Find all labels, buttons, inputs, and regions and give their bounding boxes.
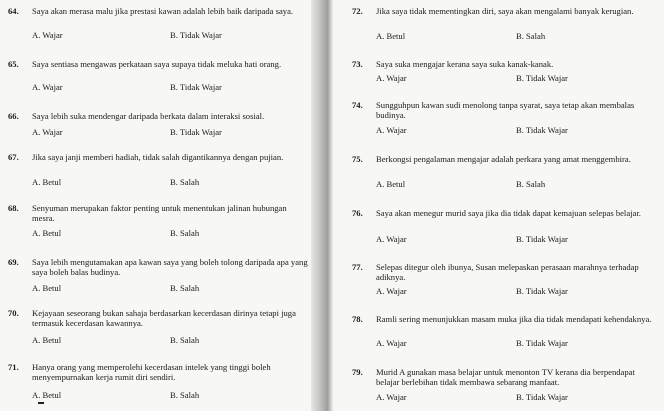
option-b[interactable]: B. Salah — [170, 177, 200, 187]
question-number: 66. — [8, 111, 19, 121]
question-text: Kejayaan seseorang bukan sahaja berdasarkan kecerdasan dirinya tetapi juga termasuk kecerdasan kawannya. — [32, 308, 296, 328]
question-text: Saya akan menegur murid saya jika dia tidak dapat kemajuan selepas belajar. — [376, 208, 641, 218]
option-b[interactable]: B. Tidak Wajar — [516, 234, 568, 244]
question-text: Saya lebih mengutamakan apa kawan saya yang boleh tolong daripada apa yang saya boleh balas budinya. — [32, 257, 308, 277]
question-number: 79. — [352, 367, 363, 377]
question-number: 65. — [8, 59, 19, 69]
option-a[interactable]: A. Betul — [32, 390, 62, 400]
option-a[interactable]: A. Betul — [32, 177, 62, 187]
question-text: Jika saya tidak mementingkan diri, saya akan mengalami banyak kerugian. — [376, 6, 634, 16]
option-b[interactable]: B. Salah — [170, 335, 200, 345]
option-a[interactable]: A. Wajar — [376, 286, 407, 296]
option-b[interactable]: B. Tidak Wajar — [516, 73, 568, 83]
question-text: Selepas ditegur oleh ibunya, Susan melepaskan perasaan marahnya terhadap adiknya. — [376, 262, 639, 282]
option-b[interactable]: B. Salah — [516, 179, 546, 189]
option-a[interactable]: A. Betul — [32, 283, 62, 293]
question-text: Berkongsi pengalaman mengajar adalah perkara yang amat menggembira. — [376, 154, 631, 164]
option-b[interactable]: B. Tidak Wajar — [516, 392, 568, 402]
option-a[interactable]: A. Betul — [32, 335, 62, 345]
question-number: 77. — [352, 262, 363, 272]
question-number: 74. — [352, 100, 363, 110]
option-a[interactable]: A. Wajar — [32, 30, 63, 40]
question-text: Sungguhpun kawan sudi menolong tanpa syarat, saya tetap akan membalas budinya. — [376, 100, 635, 120]
scan-mark — [38, 402, 44, 404]
question-number: 68. — [8, 203, 19, 213]
option-a[interactable]: A. Wajar — [32, 82, 63, 92]
question-text: Senyuman merupakan faktor penting untuk menentukan jalinan hubungan mesra. — [32, 203, 287, 223]
option-b[interactable]: B. Salah — [170, 390, 200, 400]
option-a[interactable]: A. Betul — [376, 179, 406, 189]
question-text: Saya lebih suka mendengar daripada berkata dalam interaksi sosial. — [32, 111, 265, 121]
question-text: Ramli sering menunjukkan masam muka jika dia tidak mendapati kehendaknya. — [376, 314, 652, 324]
question-number: 69. — [8, 257, 19, 267]
option-a[interactable]: A. Wajar — [376, 338, 407, 348]
question-text: Saya akan merasa malu jika prestasi kawan adalah lebih baik daripada saya. — [32, 6, 294, 16]
option-b[interactable]: B. Tidak Wajar — [516, 125, 568, 135]
question-number: 70. — [8, 308, 19, 318]
question-number: 72. — [352, 6, 363, 16]
option-a[interactable]: A. Wajar — [32, 127, 63, 137]
option-b[interactable]: B. Tidak Wajar — [170, 127, 222, 137]
question-number: 78. — [352, 314, 363, 324]
option-b[interactable]: B. Salah — [516, 31, 546, 41]
option-b[interactable]: B. Tidak Wajar — [516, 338, 568, 348]
option-b[interactable]: B. Salah — [170, 228, 200, 238]
option-b[interactable]: B. Tidak Wajar — [170, 30, 222, 40]
option-b[interactable]: B. Tidak Wajar — [170, 82, 222, 92]
question-text: Jika saya janji memberi hadiah, tidak salah digantikannya dengan pujian. — [32, 152, 284, 162]
question-number: 73. — [352, 59, 363, 69]
question-text: Saya suka mengajar kerana saya suka kanak-kanak. — [376, 59, 554, 69]
question-text: Saya sentiasa mengawas perkataan saya supaya tidak meluka hati orang. — [32, 59, 282, 69]
option-b[interactable]: B. Salah — [170, 283, 200, 293]
question-number: 71. — [8, 362, 19, 372]
question-number: 67. — [8, 152, 19, 162]
option-a[interactable]: A. Betul — [32, 228, 62, 238]
page-fold-shadow — [311, 0, 333, 411]
question-text: Murid A gunakan masa belajar untuk menonton TV kerana dia berpendapat belajar berlebihan tidak membawa sebarang manfaat. — [376, 367, 635, 387]
question-number: 64. — [8, 6, 19, 16]
option-a[interactable]: A. Wajar — [376, 73, 407, 83]
question-text: Hanya orang yang memperolehi kecerdasan intelek yang tinggi boleh menyempurnakan kerja rumit diri sendiri. — [32, 362, 271, 382]
option-b[interactable]: B. Tidak Wajar — [516, 286, 568, 296]
option-a[interactable]: A. Wajar — [376, 234, 407, 244]
option-a[interactable]: A. Wajar — [376, 125, 407, 135]
option-a[interactable]: A. Betul — [376, 31, 406, 41]
question-number: 75. — [352, 154, 363, 164]
option-a[interactable]: A. Wajar — [376, 392, 407, 402]
question-number: 76. — [352, 208, 363, 218]
